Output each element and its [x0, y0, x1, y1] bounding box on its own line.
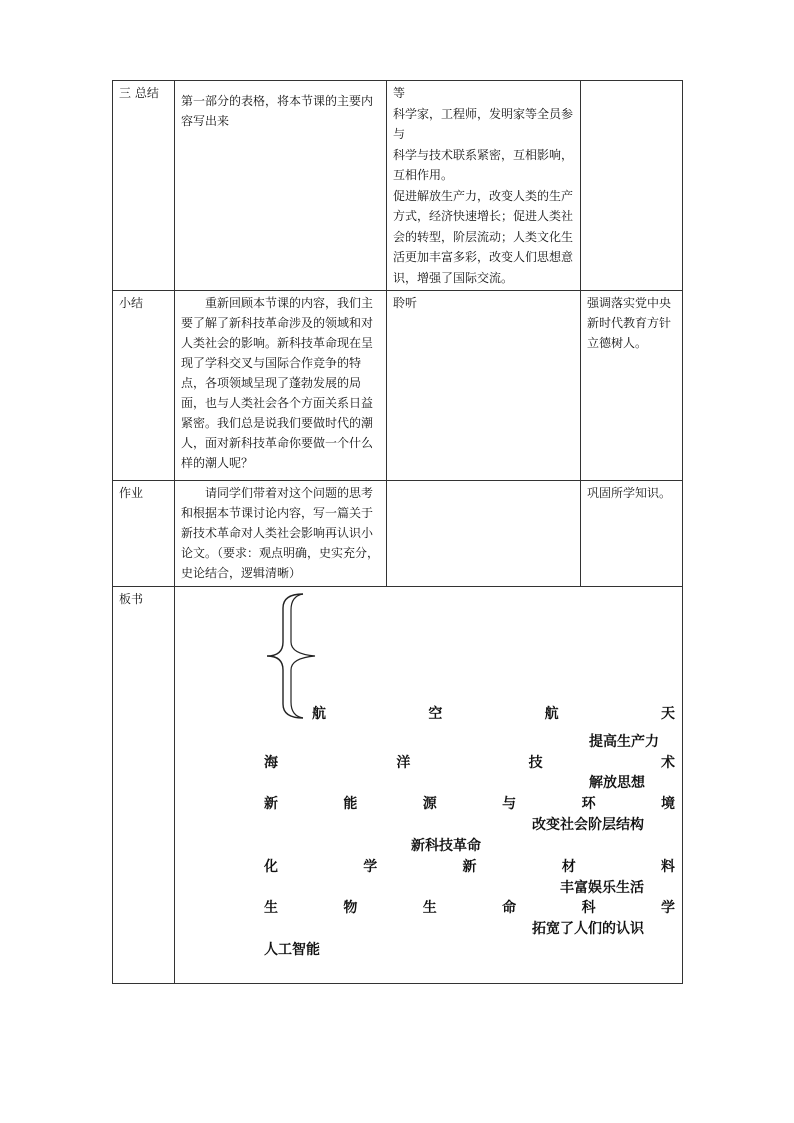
- board-char: 物: [343, 900, 358, 916]
- row-recap: [113, 291, 683, 481]
- board-char: 化: [264, 859, 278, 875]
- board-center-title: 新科技革命: [411, 838, 481, 854]
- design-intent-recap: 强调落实党中央新时代教育方针立德树人。: [581, 291, 683, 481]
- student-line: 科学与技术联系紧密，互相影响，互相作用。: [393, 147, 574, 182]
- board-char: 料: [661, 859, 675, 875]
- row-summary: [113, 81, 683, 291]
- board-char: 学: [363, 859, 378, 875]
- board-char: 命: [502, 900, 517, 916]
- board-char: 海: [264, 755, 278, 771]
- board-char: 生: [422, 900, 437, 916]
- row-label-homework: 作业: [113, 481, 175, 587]
- board-char: 境: [660, 796, 675, 812]
- board-char: 学: [660, 900, 675, 916]
- board-char: 空: [428, 706, 443, 722]
- teacher-activity-recap: 重新回顾本节课的内容，我们主要了解了新科技革命涉及的领域和对人类社会的影响。新科技革命现在呈现了学科交叉与国际合作竞争的特点，各项领域呈现了蓬勃发展的局面，也与人类社会各个方面关系日益紧密。我们总是说我们要做时代的潮人，面对新科技革命你要做一个什么样的潮人呢？: [175, 291, 387, 481]
- student-line: 等: [393, 86, 406, 100]
- row-label-board: 板书: [113, 587, 175, 984]
- row-label-recap: 小结: [113, 291, 175, 481]
- board-char: 技: [528, 755, 543, 771]
- board-char: 环: [581, 796, 596, 812]
- board-field-aerospace: [312, 703, 675, 723]
- student-line: 促进解放生产力，改变人类的生产方式，经济快速增长；促进人类社会的转型，阶层流动；人类文化生活更加丰富多彩，改变人们思想意识，增强了国际交流。: [393, 188, 574, 285]
- board-char: 术: [660, 755, 675, 771]
- board-char: 能: [343, 796, 358, 812]
- board-char: 天: [660, 706, 675, 722]
- board-field-materials: [264, 856, 675, 876]
- board-field-energy: [264, 793, 675, 813]
- board-field-ai: 人工智能: [264, 942, 320, 958]
- curly-brace-icon: [265, 592, 317, 720]
- lesson-plan-table: [112, 80, 683, 984]
- board-char: 源: [422, 796, 437, 812]
- board-char: 材: [561, 859, 576, 875]
- board-char: 与: [502, 796, 517, 812]
- board-char: 生: [264, 900, 278, 916]
- board-field-ocean: [264, 752, 675, 772]
- board-char: 新: [462, 859, 477, 875]
- student-line: 科学家，工程师，发明家等全员参与: [393, 106, 574, 141]
- teacher-activity-homework: 请同学们带着对这个问题的思考和根据本节课讨论内容，写一篇关于新技术革命对人类社会影响再认识小论文。（要求：观点明确，史实充分，史论结合，逻辑清晰）: [175, 481, 387, 587]
- teacher-text-summary: 第一部分的表格，将本节课的主要内容写出来: [181, 94, 374, 128]
- student-activity-recap: 聆听: [387, 291, 581, 481]
- student-activity-homework: [387, 481, 581, 587]
- board-field-life-science: [264, 897, 675, 917]
- row-label-summary: 三 总结: [113, 81, 175, 291]
- design-intent-summary: [581, 81, 683, 291]
- board-char: 洋: [396, 755, 411, 771]
- student-activity-summary: [387, 81, 581, 291]
- board-impact: 拓宽了人们的认识: [532, 921, 644, 937]
- design-intent-homework: 巩固所学知识。: [581, 481, 683, 587]
- board-impact: 提高生产力: [589, 734, 659, 750]
- board-char: 科: [581, 900, 596, 916]
- board-char: 新: [264, 796, 278, 812]
- board-impact: 改变社会阶层结构: [532, 817, 644, 833]
- board-char: 航: [312, 706, 326, 722]
- teacher-activity-summary: [175, 81, 387, 291]
- board-impact: 解放思想: [589, 775, 645, 791]
- row-homework: [113, 481, 683, 587]
- board-char: 航: [544, 706, 559, 722]
- board-impact: 丰富娱乐生活: [560, 880, 644, 896]
